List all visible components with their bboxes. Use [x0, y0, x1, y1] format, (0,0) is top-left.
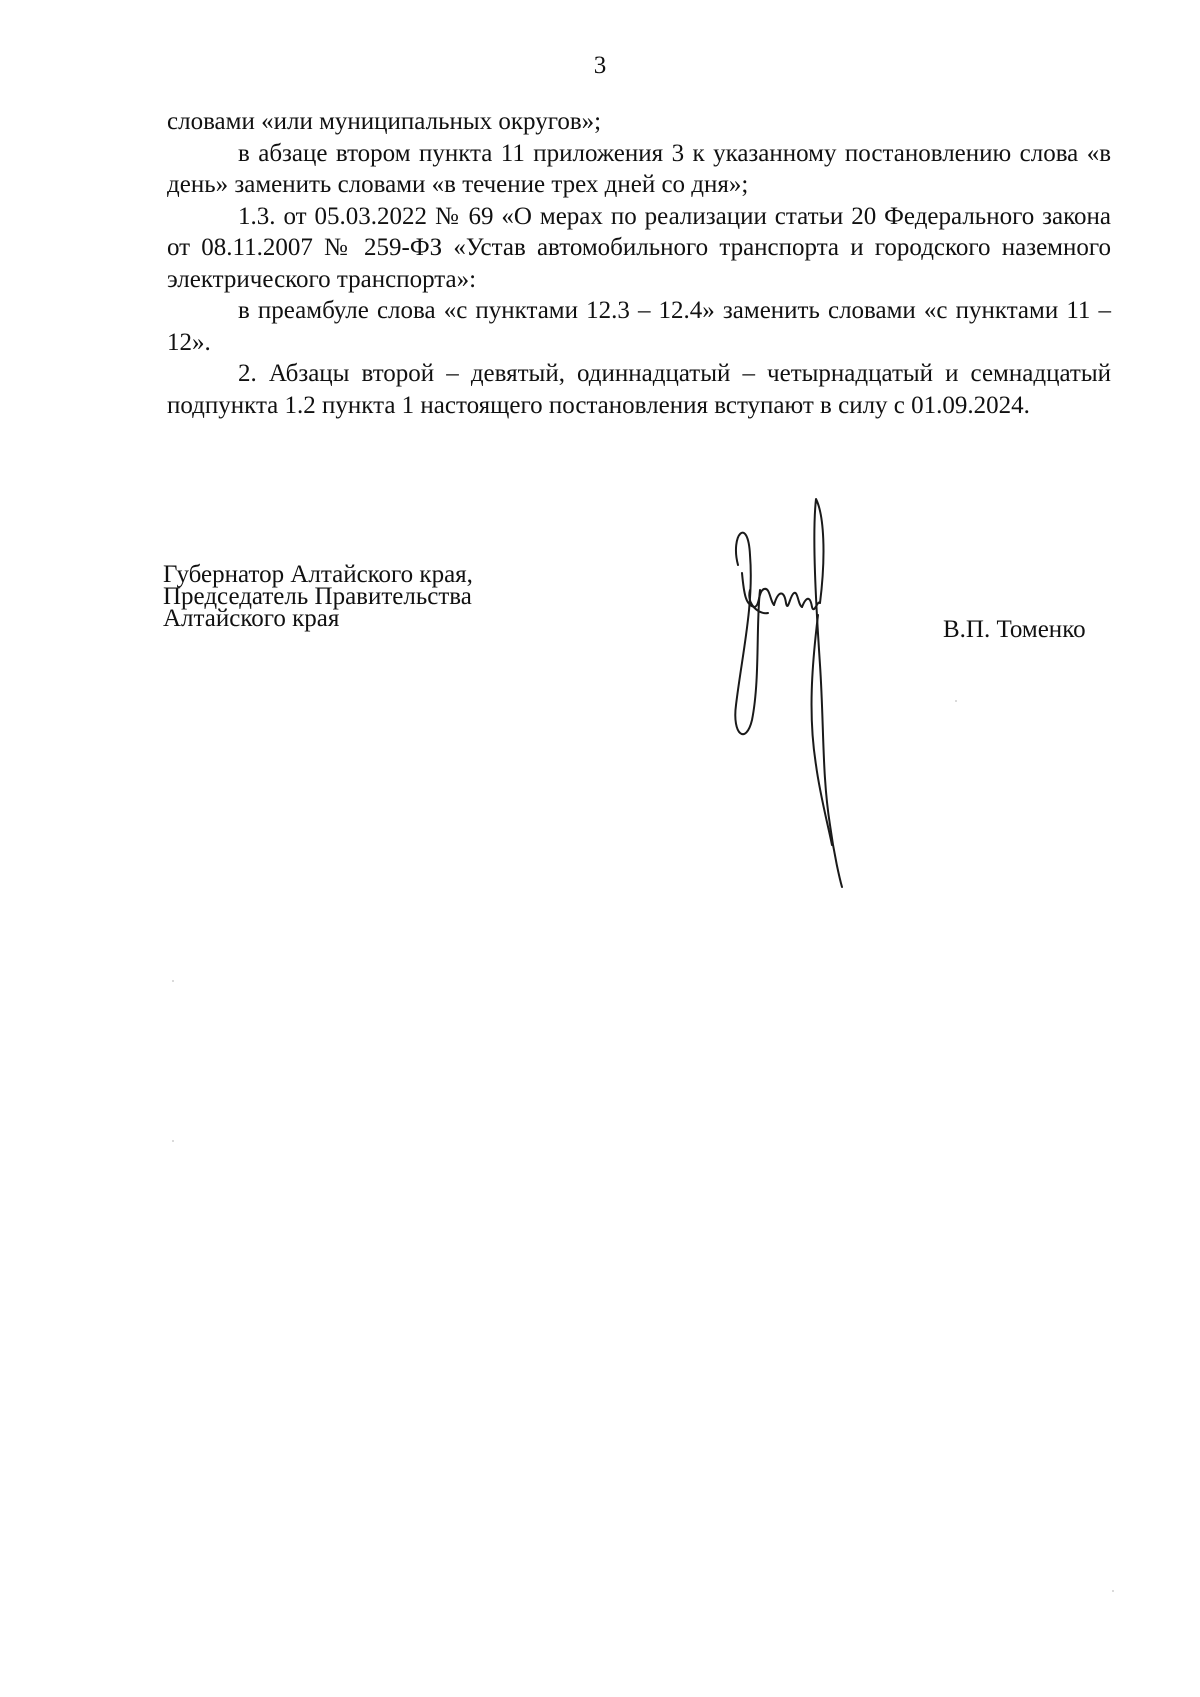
paragraph-amendment-appendix-3: в абзаце втором пункта 11 приложения 3 к указанному постановлению слова «в день» заменить словами «в течение трех дней со дня»;	[167, 139, 1111, 198]
signatory-position-line: Губернатор Алтайского края,	[163, 561, 473, 588]
scan-speck	[955, 700, 957, 702]
signatory-position-line: Председатель Правительства	[163, 583, 472, 610]
scan-speck	[172, 980, 174, 982]
paragraph-item-2-effective-date: 2. Абзацы второй – девятый, одиннадцатый – четырнадцатый и семнадцатый подпункта 1.2 пункта 1 настоящего постановления вступают в силу с 01.09.2024.	[167, 360, 1111, 419]
signatory-position-line: Алтайского края	[163, 605, 340, 632]
document-body	[167, 106, 1111, 421]
signatory-position	[163, 561, 473, 632]
handwritten-signature	[720, 495, 870, 890]
scan-speck	[172, 1140, 174, 1142]
paragraph-item-1-3: 1.3. от 05.03.2022 № 69 «О мерах по реализации статьи 20 Федерального закона от 08.11.2007 № 259-ФЗ «Устав автомобильного транспорта и городского наземного электрического транспорта»:	[167, 202, 1111, 293]
page-number: 3	[593, 52, 607, 79]
scan-speck	[1112, 1590, 1114, 1592]
paragraph-preamble-amendment: в преамбуле слова «с пунктами 12.3 – 12.4» заменить словами «с пунктами 11 – 12».	[167, 297, 1111, 356]
signatory-name: В.П. Томенко	[943, 616, 1086, 643]
paragraph-continuation: словами «или муниципальных округов»;	[167, 108, 602, 135]
